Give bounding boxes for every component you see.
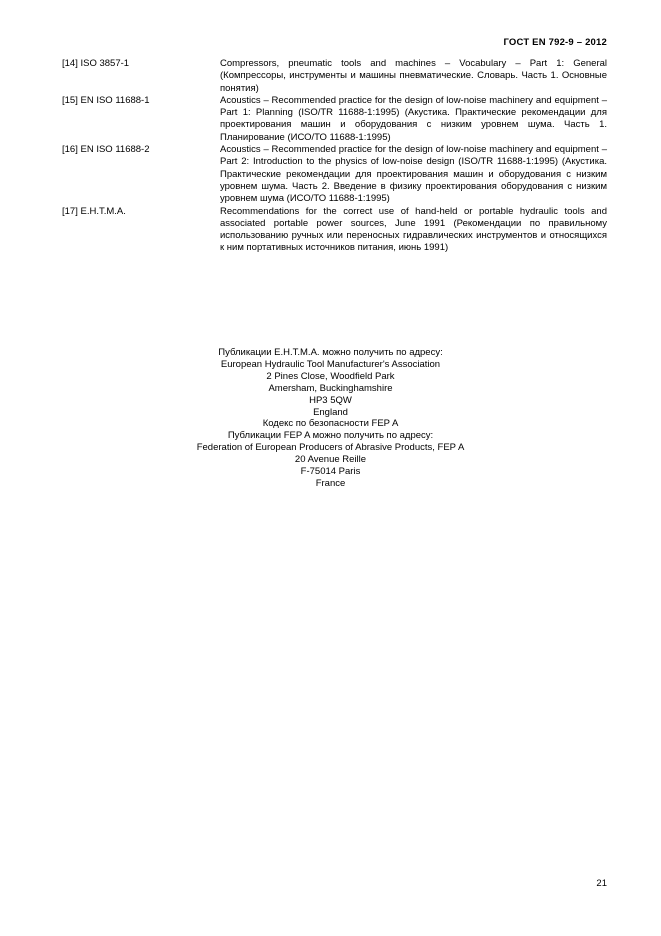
address-line: European Hydraulic Tool Manufacturer's Association bbox=[220, 358, 441, 370]
reference-label: [16] EN ISO 11688-2 bbox=[62, 144, 150, 156]
address-line: Кодекс по безопасности FEP A bbox=[262, 418, 399, 430]
address-block bbox=[0, 347, 661, 490]
document-header-title: ГОСТ EN 792-9 – 2012 bbox=[503, 37, 607, 48]
reference-text: Recommendations for the correct use of hand-held or portable hydraulic tools and associated portable power sources, June 1991 (Рекомендации по правильному использованию ручных или переносных гидравлических инструментов и относящихся к ним портативных источников питания, июнь 1991) bbox=[220, 205, 607, 254]
references-list bbox=[62, 58, 607, 255]
reference-item bbox=[62, 206, 607, 255]
reference-label: [15] EN ISO 11688-1 bbox=[62, 94, 150, 106]
reference-label: [14] ISO 3857-1 bbox=[62, 58, 130, 69]
address-line: Публикации FEP A можно получить по адресу: bbox=[227, 430, 434, 442]
address-line: 2 Pines Close, Woodfield Park bbox=[266, 370, 395, 382]
address-line: Federation of European Producers of Abrasive Products, FEP A bbox=[196, 442, 465, 454]
reference-text: Acoustics – Recommended practice for the design of low-noise machinery and equipment – Part 2: Introduction to the physics of low-noise design (ISO/TR 11688-1:1995) (Акустика. Практические рекомендации для проектирования машин и оборудования с низким уровнем шума. Часть 2. Введение в физику проектирования оборудования с низким уровнем шума (ИСО/ТО 11688-1:1995) bbox=[220, 144, 607, 205]
page-number: 21 bbox=[596, 878, 607, 889]
reference-text: Compressors, pneumatic tools and machines – Vocabulary – Part 1: General (Компрессоры, инструменты и машины пневматические. Словарь. Часть 1. Основные понятия) bbox=[220, 58, 607, 94]
address-line: 20 Avenue Reille bbox=[294, 454, 367, 466]
reference-label: [17] E.H.T.M.A. bbox=[62, 205, 126, 217]
address-line: F-75014 Paris bbox=[300, 466, 361, 478]
address-line: France bbox=[315, 477, 346, 489]
address-line: Amersham, Buckinghamshire bbox=[268, 382, 393, 394]
reference-item bbox=[62, 95, 607, 144]
address-line: HP3 5QW bbox=[309, 394, 352, 406]
reference-item bbox=[62, 58, 607, 95]
reference-text: Acoustics – Recommended practice for the design of low-noise machinery and equipment – Part 1: Planning (ISO/TR 11688-1:1995) (Акустика. Практические рекомендации для проектирования машин и оборудования с низким уровнем шума. Часть 1. Планирование (ИСО/ТО 11688-1:1995) bbox=[220, 94, 607, 143]
address-line: Публикации E.H.T.M.A. можно получить по адресу: bbox=[218, 347, 443, 358]
reference-item bbox=[62, 144, 607, 205]
address-line: England bbox=[313, 406, 348, 418]
